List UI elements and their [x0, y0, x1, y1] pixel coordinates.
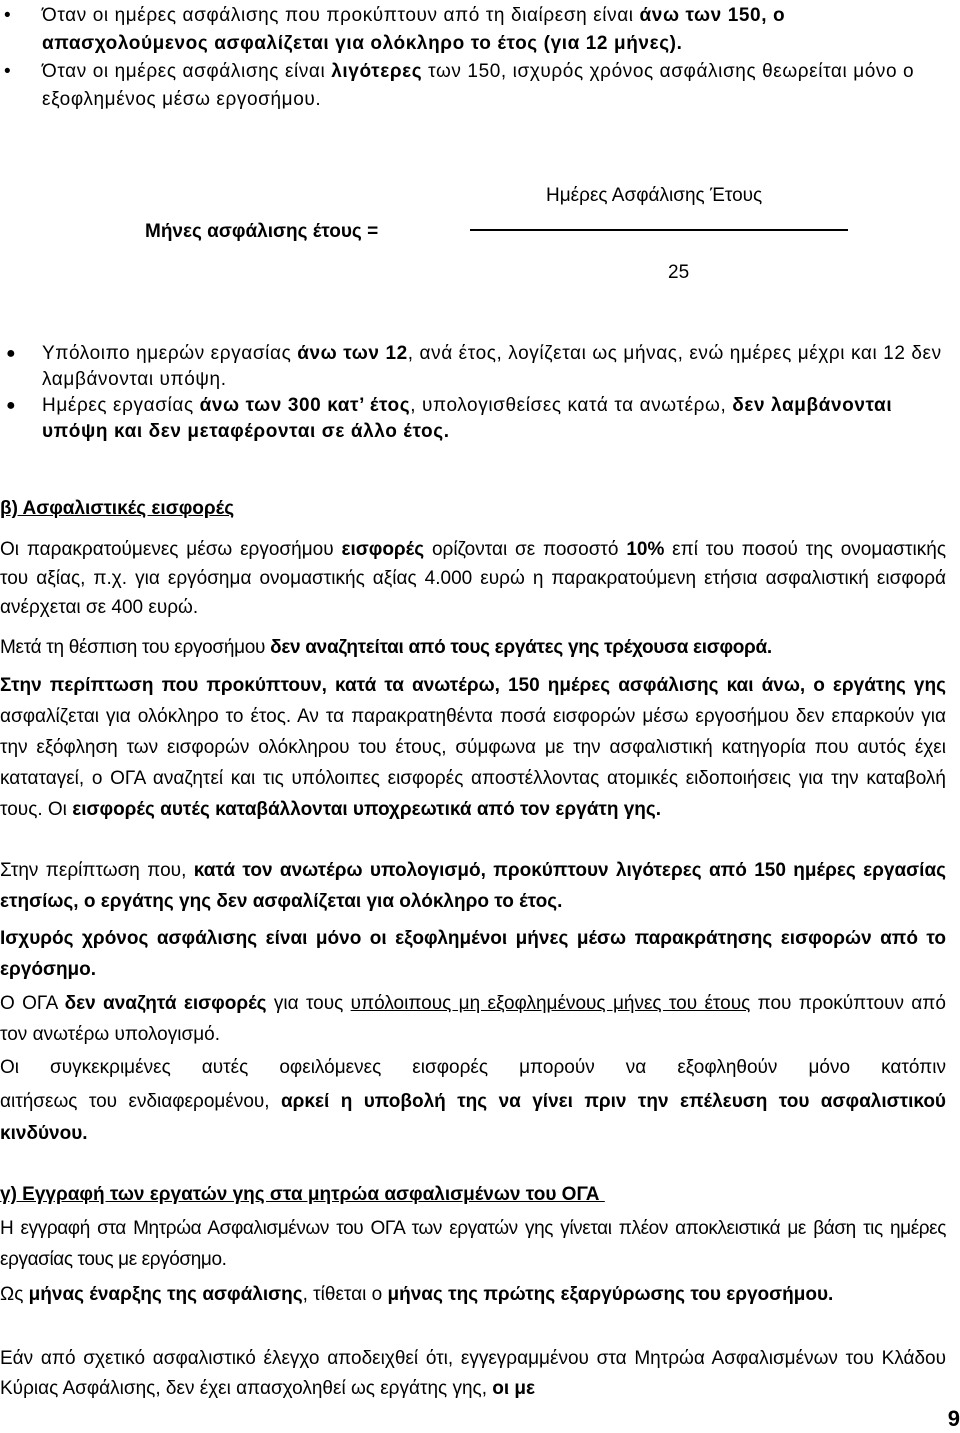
bullet-icon: ● — [6, 345, 17, 362]
section-b-heading: β) Ασφαλιστικές εισφορές — [0, 498, 235, 519]
paragraph: Μετά τη θέσπιση του εργοσήμου δεν αναζητείται από τους εργάτες γης τρέχουσα εισφορά. — [0, 637, 772, 658]
list-item: • Όταν οι ημέρες ασφάλισης που προκύπτουν από τη διαίρεση είναι άνω των 150, ο απασχολούμενος ασφαλίζεται για ολόκληρο το έτος (για 12 μήνες). — [0, 2, 946, 58]
formula-numerator: Ημέρες Ασφάλισης Έτους — [546, 185, 763, 206]
section-c-heading: γ) Εγγραφή των εργατών γης στα μητρώα ασφαλισμένων του ΟΓΑ — [0, 1184, 600, 1205]
bullet-icon: ● — [6, 397, 17, 414]
bullet-icon: • — [4, 5, 12, 26]
paragraph: Στην περίπτωση που προκύπτουν, κατά τα ανωτέρω, 150 ημέρες ασφάλισης και άνω, ο εργάτης γης ασφαλίζεται για ολόκληρο το έτος. Αν τα παρακρατηθέντα ποσά εισφορών μέσω εργοσήμου δεν επαρκούν για την εξόφληση των εισφορών ολόκληρου του έτους, σύμφωνα με την ασφαλιστική κατηγορία που αυτός έχει καταταγεί, ο ΟΓΑ αναζητεί και τις υπόλοιπες εισφορές αποστέλλοντας ατομικές ειδοποιήσεις για την καταβολή τους. Οι εισφορές αυτές καταβάλλονται υποχρεωτικά από τον εργάτη γης. — [0, 675, 946, 820]
page-number: 9 — [947, 1406, 960, 1431]
list-item: ● Υπόλοιπο ημερών εργασίας άνω των 12, ανά έτος, λογίζεται ως μήνας, ενώ ημέρες μέχρι και 12 δεν λαμβάνονται υπόψη. — [6, 343, 942, 390]
formula-label: Μήνες ασφάλισης έτους = — [145, 221, 379, 242]
list-item: • Όταν οι ημέρες ασφάλισης είναι λιγότερες των 150, ισχυρός χρόνος ασφάλισης θεωρείται μόνο ο εξοφλημένος μέσω εργοσήμου. — [0, 58, 946, 114]
paragraph: Εάν από σχετικό ασφαλιστικό έλεγχο αποδειχθεί ότι, εγγεγραμμένου στα Μητρώα Ασφαλισμένων του Κλάδου Κύριας Ασφάλισης, δεν έχει απασχοληθεί ως εργάτης γης, οι με — [0, 1348, 946, 1399]
formula-denominator: 25 — [668, 262, 690, 283]
paragraph: Οι παρακρατούμενες μέσω εργοσήμου εισφορές ορίζονται σε ποσοστό 10% επί του ποσού της ονομαστικής του αξίας, π.χ. για εργόσημα ονομαστικής αξίας 4.000 ευρώ η παρακρατούμενη ετήσια ασφαλιστική εισφορά ανέρχεται σε 400 ευρώ. — [0, 539, 946, 618]
paragraph: Ο ΟΓΑ δεν αναζητά εισφορές για τους υπόλοιπους μη εξοφλημένους μήνες του έτους που προκύπτουν από τον ανωτέρω υπολογισμό. — [0, 993, 946, 1045]
fraction-bar — [470, 229, 848, 231]
paragraph: Ως μήνας έναρξης της ασφάλισης, τίθεται ο μήνας της πρώτης εξαργύρωσης του εργοσήμου. — [0, 1284, 834, 1305]
top-bullet-list — [0, 2, 946, 114]
paragraph: Ισχυρός χρόνος ασφάλισης είναι μόνο οι εξοφλημένοι μήνες μέσω παρακράτησης εισφορών από το εργόσημο. — [0, 928, 946, 980]
rules-bullet-list — [0, 341, 946, 445]
paragraph: Στην περίπτωση που, κατά τον ανωτέρω υπολογισμό, προκύπτουν λιγότερες από 150 ημέρες εργασίας ετησίως, ο εργάτης γης δεν ασφαλίζεται για ολόκληρο το έτος. — [0, 860, 946, 912]
bullet-icon: • — [4, 61, 12, 82]
paragraph: αιτήσεως του ενδιαφερομένου, αρκεί η υποβολή της να γίνει πριν την επέλευση του ασφαλιστικού κινδύνου. — [0, 1091, 946, 1144]
paragraph: Η εγγραφή στα Μητρώα Ασφαλισμένων του ΟΓΑ των εργατών γης γίνεται πλέον αποκλειστικά με βάση τις ημέρες εργασίας τους με εργόσημο. — [0, 1218, 946, 1270]
list-item: ● Ημέρες εργασίας άνω των 300 κατ’ έτος, υπολογισθείσες κατά τα ανωτέρω, δεν λαμβάνονται υπόψη και δεν μεταφέρονται σε άλλο έτος. — [6, 395, 893, 442]
paragraph: Οι συγκεκριμένες αυτές οφειλόμενες εισφορές μπορούν να εξοφληθούν μόνο κατόπιν — [0, 1057, 946, 1078]
